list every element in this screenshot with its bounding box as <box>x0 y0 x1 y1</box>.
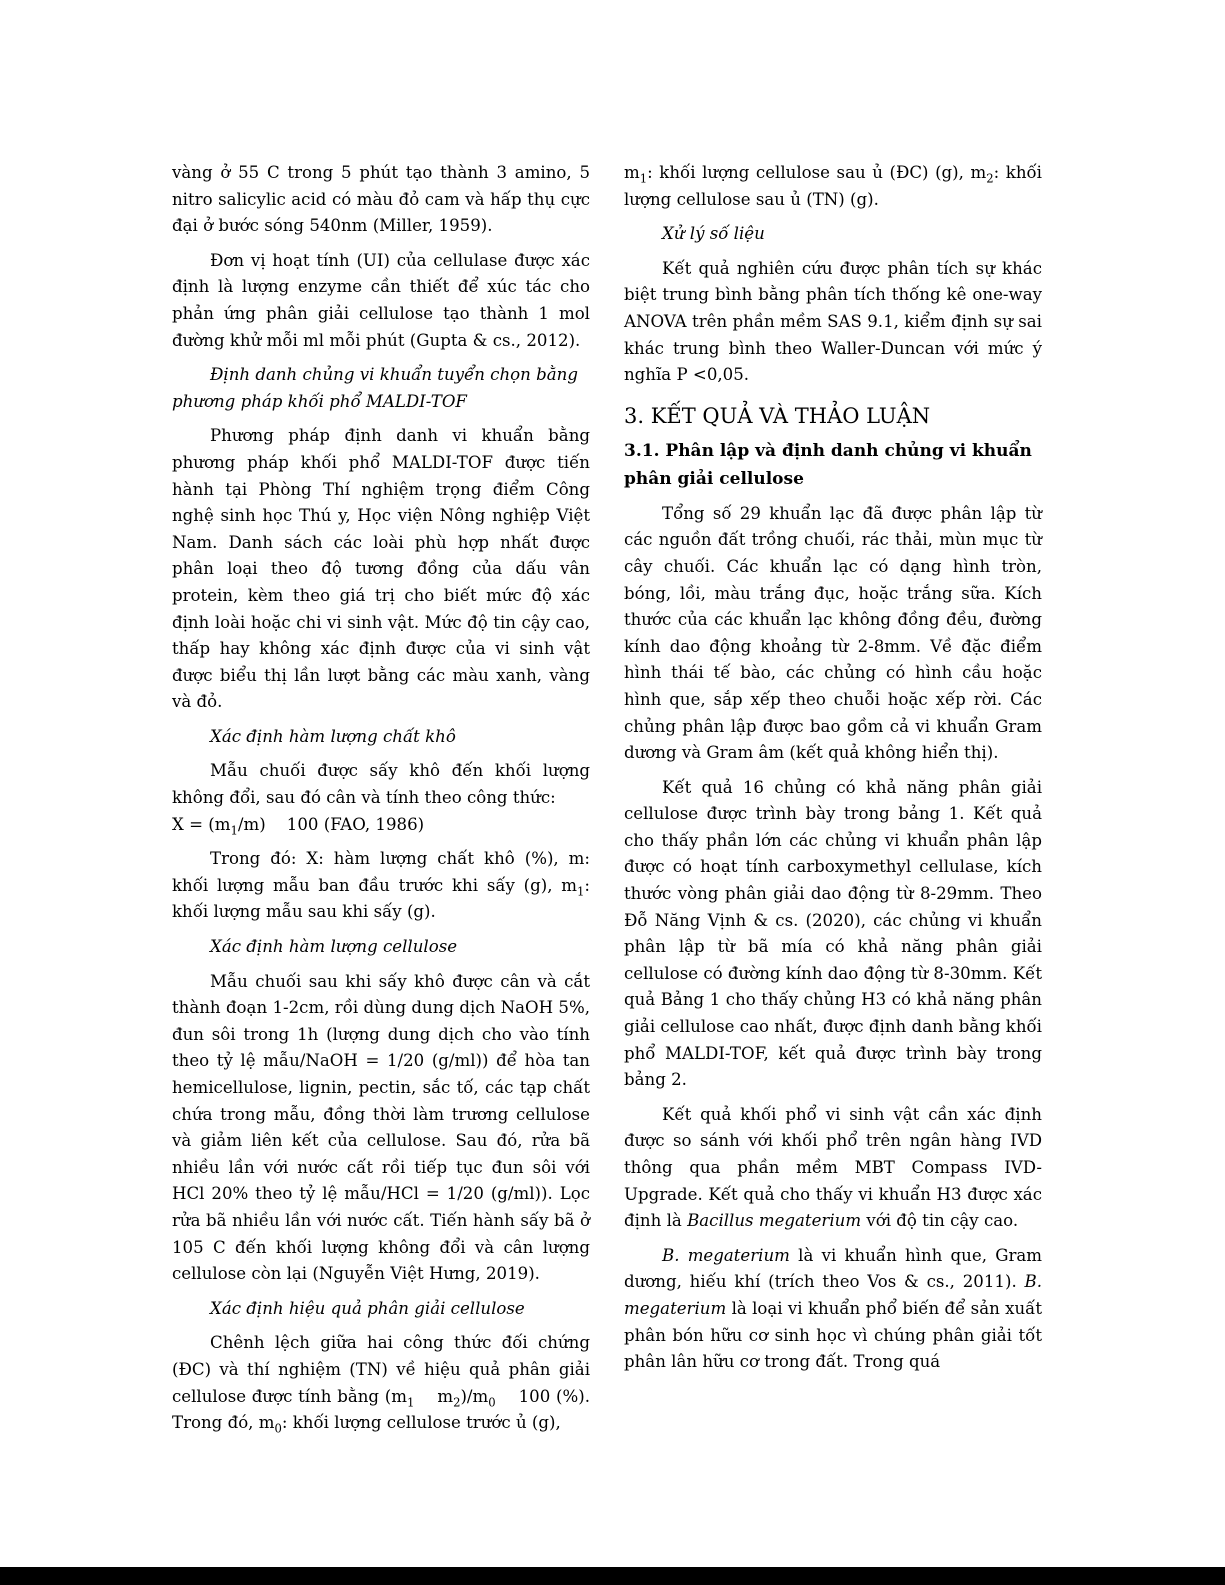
paragraph: Mẫu chuối sau khi sấy khô được cân và cắt thành đoạn 1-2cm, rồi dùng dung dịch NaOH 5%, đun sôi trong 1h (lượng dung dịch cho vào tính theo tỷ lệ mẫu/NaOH = 1/20 (g/ml)) để hòa tan hemicellulose, lignin, pectin, sắc tố, các tạp chất chứa trong mẫu, đồng thời làm trương cellulose và giảm liên kết của cellulose. Sau đó, rửa bã nhiều lần với nước cất rồi tiếp tục đun sôi với HCl 20% theo tỷ lệ mẫu/HCl = 1/20 (g/ml)). Lọc rửa bã nhiều lần với nước cất. Tiến hành sấy bã ở 105 C đến khối lượng không đổi và cân lượng cellulose còn lại (Nguyễn Việt Hưng, 2019). <box>172 971 590 1284</box>
text: X = (m <box>172 814 231 834</box>
text: Chênh lệch giữa hai công thức đối chứng (ĐC) và thí nghiệm (TN) về hiệu quả phân giải cellulose được tính bằng (m <box>172 1333 590 1406</box>
species-name: Bacillus megaterium <box>687 1211 862 1231</box>
text: : khối lượng cellulose sau ủ (TN) (g). <box>624 163 1042 209</box>
text: : khối lượng cellulose sau ủ (ĐC) (g), m <box>647 163 987 182</box>
text: với độ tin cậy cao. <box>861 1211 1019 1231</box>
subheading: Xử lý số liệu <box>662 224 765 244</box>
species-name: B. megaterium <box>624 1272 1042 1318</box>
paragraph: Kết quả nghiên cứu được phân tích sự khác biệt trung bình bằng phân tích thống kê one-way ANOVA trên phần mềm SAS 9.1, kiểm định sự sai khác trung bình theo Waller-Duncan với mức ý nghĩa P <0,05. <box>624 258 1042 385</box>
paragraph <box>624 1102 1042 1235</box>
text: )/m <box>460 1386 489 1406</box>
paragraph: Phương pháp định danh vi khuẩn bằng phương pháp khối phổ MALDI-TOF được tiến hành tại Phòng Thí nghiệm trọng điểm Công nghệ sinh học Thú y, Học viện Nông nghiệp Việt Nam. Danh sách các loài phù hợp nhất được phân loại theo độ tương đồng của dấu vân protein, kèm theo giá trị cho biết mức độ xác định loài hoặc chi vi sinh vật. Mức độ tin cậy cao, thấp hay không xác định được của vi sinh vật được biểu thị lần lượt bằng các màu xanh, vàng và đỏ. <box>172 426 590 712</box>
paragraph <box>624 160 1042 213</box>
paragraph <box>172 1330 596 1436</box>
text: : khối lượng cellulose trước ủ (g), <box>281 1413 561 1433</box>
subheading: Xác định hàm lượng cellulose <box>210 937 458 957</box>
text: Mẫu chuối được sấy khô đến khối lượng không đổi, sau đó cân và tính theo công thức: <box>172 761 590 808</box>
scan-border-bar <box>0 1567 1225 1585</box>
paragraph <box>172 846 590 926</box>
paragraph <box>172 758 590 811</box>
text: m <box>414 1386 454 1406</box>
paragraph: Kết quả 16 chủng có khả năng phân giải cellulose được trình bày trong bảng 1. Kết quả cho thấy phần lớn các chủng vi khuẩn phân lập được có hoạt tính carboxymethyl cellulase, kích thước vòng phân giải dao động từ 8-29mm. Theo Đỗ Năng Vịnh & cs. (2020), các chủng vi khuẩn phân lập từ bã mía có khả năng phân giải cellulose có đường kính dao động từ 8-30mm. Kết quả Bảng 1 cho thấy chủng H3 có khả năng phân giải cellulose cao nhất, được định danh bằng khối phổ MALDI-TOF, kết quả được trình bày trong bảng 2. <box>624 777 1042 1090</box>
subscript: 2 <box>986 171 994 186</box>
subheading: Định danh chủng vi khuẩn tuyển chọn bằng phương pháp khối phổ MALDI-TOF <box>172 365 578 411</box>
text: Kết quả khối phổ vi sinh vật cần xác định được so sánh với khối phổ trên ngân hàng IVD thông qua phần mềm MBT Compass IVD-Upgrade. Kết quả cho thấy vi khuẩn H3 được xác định là <box>624 1104 1042 1231</box>
paragraph: vàng ở 55 C trong 5 phút tạo thành 3 amino, 5 nitro salicylic acid có màu đỏ cam và hấp thụ cực đại ở bước sóng 540nm (Miller, 1959). <box>172 163 590 236</box>
subscript: 1 <box>577 884 585 899</box>
text: Trong đó: X: hàm lượng chất khô (%), m: khối lượng mẫu ban đầu trước khi sấy (g), m <box>172 849 590 895</box>
subheading: Xác định hiệu quả phân giải cellulose <box>210 1298 525 1318</box>
subsection-title: 3.1. Phân lập và định danh chủng vi khuẩn phân giải cellulose <box>624 440 1032 489</box>
section-title: 3. KẾT QUẢ VÀ THẢO LUẬN <box>624 403 931 428</box>
text: /m) 100 (FAO, 1986) <box>237 814 425 834</box>
right-column <box>624 160 1042 1384</box>
text: là vi khuẩn hình que, Gram dương, hiếu khí (trích theo Vos & cs., 2011). <box>624 1245 1043 1292</box>
text: m <box>624 163 640 182</box>
subscript: 1 <box>639 171 648 186</box>
subheading: Xác định hàm lượng chất khô <box>210 726 456 746</box>
text: 100 (%). Trong đó, m <box>172 1386 596 1433</box>
text: : khối lượng mẫu sau khi sấy (g). <box>172 875 590 922</box>
paragraph: Tổng số 29 khuẩn lạc đã được phân lập từ các nguồn đất trồng chuối, rác thải, mùn mục từ cây chuối. Các khuẩn lạc có dạng hình tròn, bóng, lồi, màu trắng đục, hoặc trắng sữa. Kích thước của các khuẩn lạc không đồng đều, đường kính dao động khoảng từ 2-8mm. Về đặc điểm hình thái tế bào, các chủng có hình cầu hoặc hình que, sắp xếp theo chuỗi hoặc xếp rời. Các chủng phân lập được bao gồm cả vi khuẩn Gram dương và Gram âm (kết quả không hiển thị). <box>624 503 1042 763</box>
formula <box>172 812 590 839</box>
species-name: B. megaterium <box>662 1245 790 1265</box>
subscript: 0 <box>274 1421 282 1436</box>
paragraph: Đơn vị hoạt tính (UI) của cellulase được xác định là lượng enzyme cần thiết để xúc tác cho phản ứng phân giải cellulose tạo thành 1 mol đường khử mỗi ml mỗi phút (Gupta & cs., 2012). <box>172 250 590 350</box>
subscript: 0 <box>488 1394 496 1409</box>
left-column <box>172 160 596 1445</box>
text: là loại vi khuẩn phổ biến để sản xuất phân bón hữu cơ sinh học vì chúng phân giải tốt phân lân hữu cơ trong đất. Trong quá <box>624 1298 1042 1372</box>
subscript: 1 <box>406 1394 415 1409</box>
paragraph <box>624 1243 1042 1376</box>
subscript: 1 <box>230 822 238 837</box>
subscript: 2 <box>453 1394 461 1409</box>
